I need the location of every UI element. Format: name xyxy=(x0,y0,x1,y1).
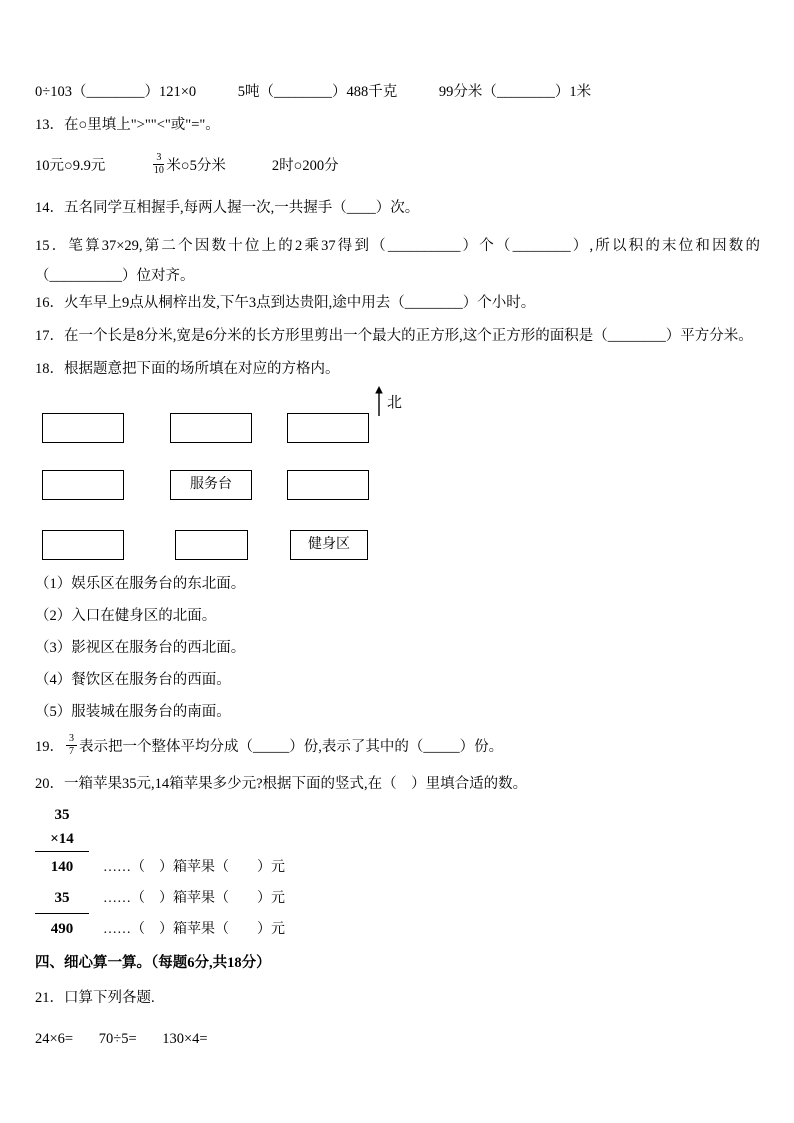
question-21-items xyxy=(35,1029,760,1050)
section-4-heading: 四、细心算一算。（每题6分,共18分） xyxy=(35,955,271,971)
comparison-item: 2时○200分 xyxy=(271,158,339,174)
question-21-stem: 21．口算下列各题. xyxy=(35,990,155,1006)
grid-box-service-desk: 服务台 xyxy=(170,470,252,500)
comparison-item: 米○5分米 xyxy=(166,158,226,174)
fraction-3-7 xyxy=(66,734,77,757)
grid-box-gym-area: 健身区 xyxy=(290,530,368,560)
vmul-row-multiplier xyxy=(35,827,760,852)
vmul-row-partial1 xyxy=(35,852,760,883)
oral-calc-item: 24×6= xyxy=(35,1031,74,1047)
fraction-numerator: 3 xyxy=(66,734,77,746)
vertical-multiplication xyxy=(35,803,760,945)
comparison-item: 10元○9.9元 xyxy=(35,158,106,174)
partial2-note: ……（ ）箱苹果（ ）元 xyxy=(103,891,285,906)
question-18-stem: 18．根据题意把下面的场所填在对应的方格内。 xyxy=(35,361,340,377)
question-15: 15．笔算37×29,第二个因数十位上的2乘37得到（__________）个（________）,所以积的末位和因数的（__________）位对齐。 xyxy=(35,238,760,284)
statement-2: （2）入口在健身区的北面。 xyxy=(35,608,217,624)
final-product: 490 xyxy=(50,921,74,937)
oral-calc-item: 130×4= xyxy=(162,1031,208,1047)
grid-box-r2c1 xyxy=(42,470,124,500)
grid-box-r3c1 xyxy=(42,530,124,560)
comparison-item: 99分米（________）1米 xyxy=(438,84,592,100)
grid-box-r2c3 xyxy=(287,470,369,500)
statement-1: （1）娱乐区在服务台的东北面。 xyxy=(35,576,246,592)
map-grid-diagram xyxy=(35,386,760,562)
question-19-text: 表示把一个整体平均分成（_____）份,表示了其中的（_____）份。 xyxy=(79,739,504,755)
partial-product-1: 140 xyxy=(50,859,74,875)
fraction-numerator: 3 xyxy=(153,153,164,165)
question-14: 14．五名同学互相握手,每两人握一次,一共握手（____）次。 xyxy=(35,200,420,216)
north-arrow-icon xyxy=(373,386,385,416)
comparison-item: 0÷103（________）121×0 xyxy=(35,84,197,100)
grid-box-r1c3 xyxy=(287,413,369,443)
question-19-number: 19． xyxy=(35,739,64,755)
question-20-stem: 20．一箱苹果35元,14箱苹果多少元?根据下面的竖式,在（ ）里填合适的数。 xyxy=(35,776,528,792)
statement-5: （5）服装城在服务台的南面。 xyxy=(35,704,231,720)
question-12-comparison-line xyxy=(35,82,760,103)
question-13-stem: 13．在○里填上">""<"或"="。 xyxy=(35,117,220,133)
oral-calc-item: 70÷5= xyxy=(98,1031,137,1047)
vmul-row-product xyxy=(35,914,760,945)
partial-product-2: 35 xyxy=(35,883,89,914)
fraction-denominator: 7 xyxy=(69,746,74,758)
product-note: ……（ ）箱苹果（ ）元 xyxy=(103,922,285,937)
comparison-item: 5吨（________）488千克 xyxy=(237,84,398,100)
vmul-row-multiplicand xyxy=(35,803,760,827)
question-17: 17．在一个长是8分米,宽是6分米的长方形里剪出一个最大的正方形,这个正方形的面积是（________）平方分米。 xyxy=(35,328,753,344)
question-19 xyxy=(35,734,760,760)
vmul-row-partial2 xyxy=(35,883,760,914)
question-13-items xyxy=(35,152,760,180)
fraction-3-10 xyxy=(153,153,164,176)
question-16: 16．火车早上9点从桐梓出发,下午3点到达贵阳,途中用去（________）个小时。 xyxy=(35,295,536,311)
grid-box-r3c2 xyxy=(175,530,248,560)
multiplicand: 35 xyxy=(54,807,70,823)
fraction-denominator: 10 xyxy=(153,165,164,177)
statement-3: （3）影视区在服务台的西北面。 xyxy=(35,640,246,656)
grid-box-r1c2 xyxy=(170,413,252,443)
north-label: 北 xyxy=(387,395,403,411)
statement-4: （4）餐饮区在服务台的西面。 xyxy=(35,672,231,688)
partial1-note: ……（ ）箱苹果（ ）元 xyxy=(103,860,285,875)
multiplier: ×14 xyxy=(35,827,89,852)
grid-box-r1c1 xyxy=(42,413,124,443)
